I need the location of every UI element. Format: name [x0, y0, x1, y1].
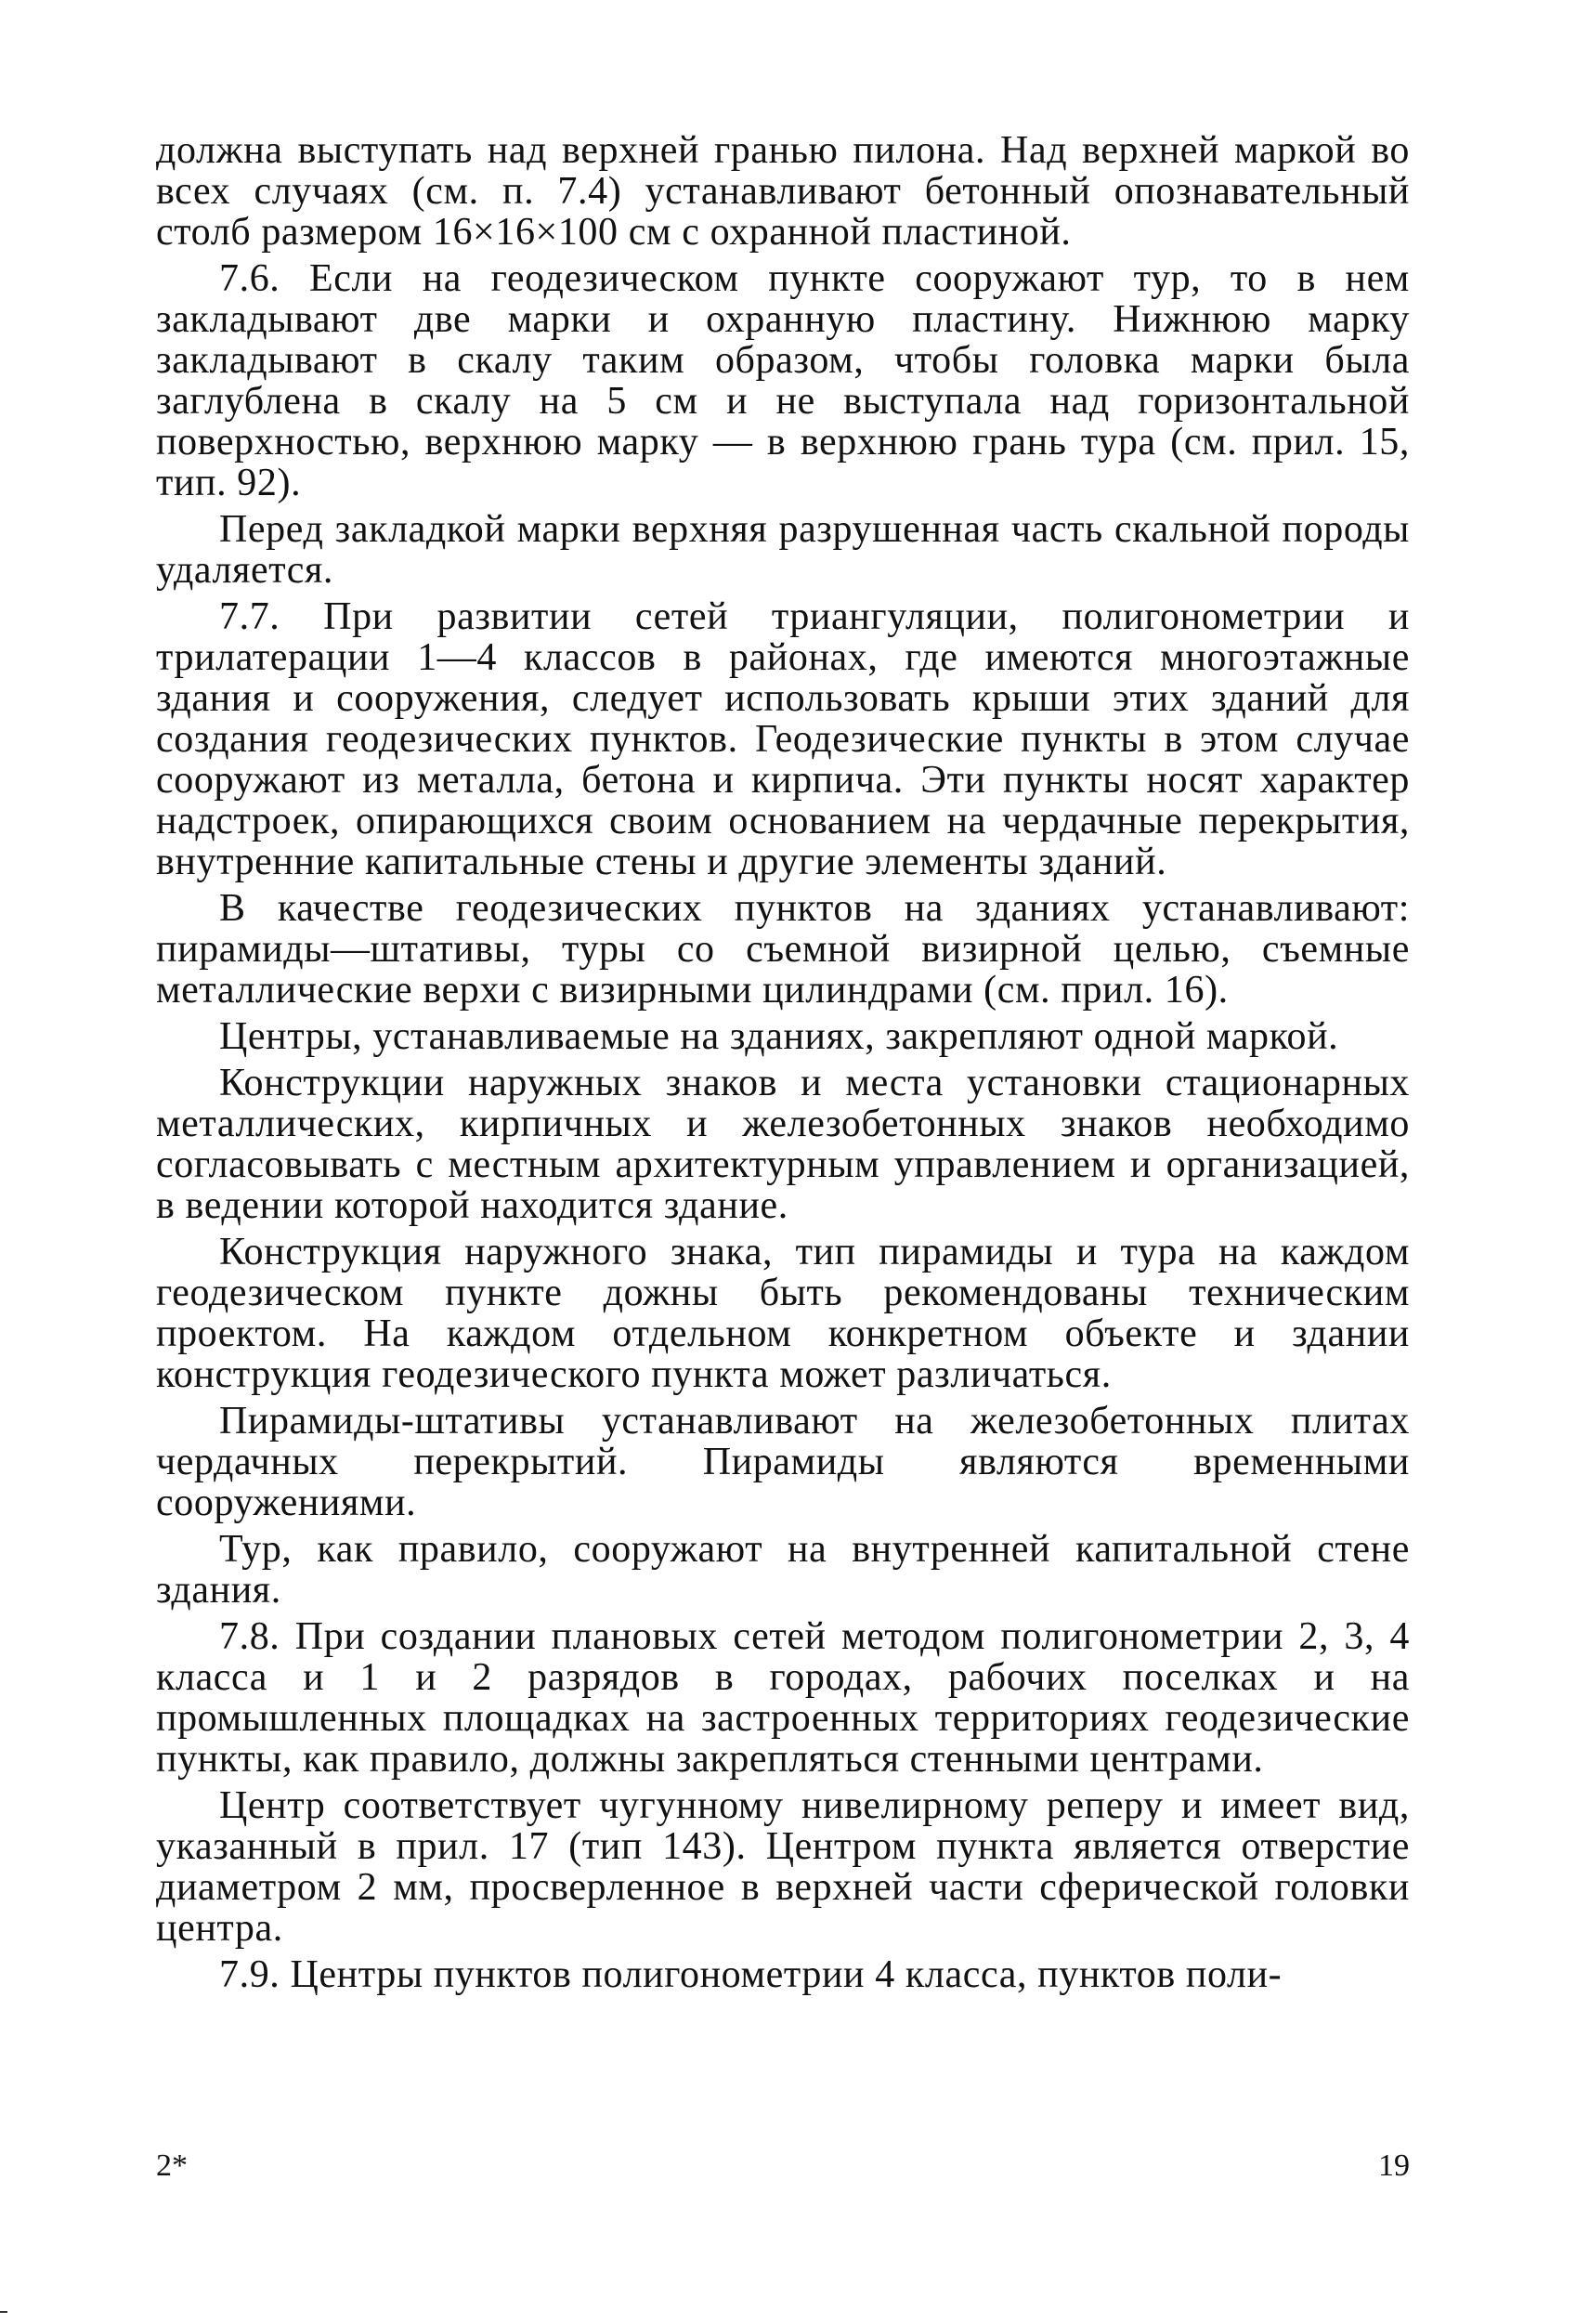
paragraph-rock-removal: Перед закладкой марки верхняя разрушенная часть скальной породы удаляется.	[156, 508, 1410, 592]
paragraph-7-6: 7.6. Если на геодезическом пункте сооружают тур, то в нем закладывают две марки и охранную пластину. Нижнюю марку закладывают в скалу таким образом, чтобы головка марки была заглублена в скалу на 5 см и не выступала над горизонтальной поверхностью, верхнюю марку — в верхнюю грань тура (см. прил. 15, тип. 92).	[156, 257, 1410, 504]
paragraph-continuation: должна выступать над верхней гранью пилона. Над верхней маркой во всех случаях (см. п. 7.4) устанавливают бетонный опознавательный столб размером 16×16×100 см с охранной пластиной.	[156, 129, 1410, 254]
paragraph-building-points: В качестве геодезических пунктов на зданиях устанавливают: пирамиды—штативы, туры со съемной визирной целью, съемные металлические верхи с визирными цилиндрами (см. прил. 16).	[156, 887, 1410, 1012]
scan-edge-mark	[0, 2311, 7, 2313]
paragraph-pyramids: Пирамиды-штативы устанавливают на железобетонных плитах чердачных перекрытий. Пирамиды являются временными сооружениями.	[156, 1400, 1410, 1524]
paragraph-center-description: Центр соответствует чугунному нивелирному реперу и имеет вид, указанный в прил. 17 (тип 143). Центром пункта является отверстие диаметром 2 мм, просверленное в верхней части сферической головки центра.	[156, 1784, 1410, 1950]
signature-mark: 2*	[156, 2148, 188, 2183]
paragraph-7-8: 7.8. При создании плановых сетей методом полигонометрии 2, 3, 4 класса и 1 и 2 разрядов в городах, рабочих поселках и на промышленных площадках на застроенных территориях геодезические пункты, как правило, должны закрепляться стенными центрами.	[156, 1615, 1410, 1781]
paragraph-7-9: 7.9. Центры пунктов полигонометрии 4 класса, пунктов поли-	[219, 1953, 1283, 1996]
paragraph-centers-on-buildings: Центры, устанавливаемые на зданиях, закрепляют одной маркой.	[219, 1015, 1339, 1058]
paragraph-sign-design: Конструкция наружного знака, тип пирамиды и тура на каждом геодезическом пункте дожны быть рекомендованы техническим проектом. На каждом отдельном конкретном объекте и здании конструкция геодезического пункта может различаться.	[156, 1231, 1410, 1396]
paragraph-construction-approval: Конструкции наружных знаков и места установки стационарных металлических, кирпичных и железобетонных знаков необходимо согласовывать с местным архитектурным управлением и организацией, в ведении которой находится здание.	[156, 1062, 1410, 1227]
page-number: 19	[1378, 2148, 1410, 2183]
paragraph-tour: Тур, как правило, сооружают на внутренней капитальной стене здания.	[156, 1528, 1410, 1612]
page-text-body	[156, 130, 1410, 2001]
paragraph-7-7: 7.7. При развитии сетей триангуляции, полигонометрии и трилатерации 1—4 классов в районах, где имеются многоэтажные здания и сооружения, следует использовать крыши этих зданий для создания геодезических пунктов. Геодезические пункты в этом случае сооружают из металла, бетона и кирпича. Эти пункты носят характер надстроек, опирающихся своим основанием на чердачные перекрытия, внутренние капитальные стены и другие элементы зданий.	[156, 595, 1410, 883]
